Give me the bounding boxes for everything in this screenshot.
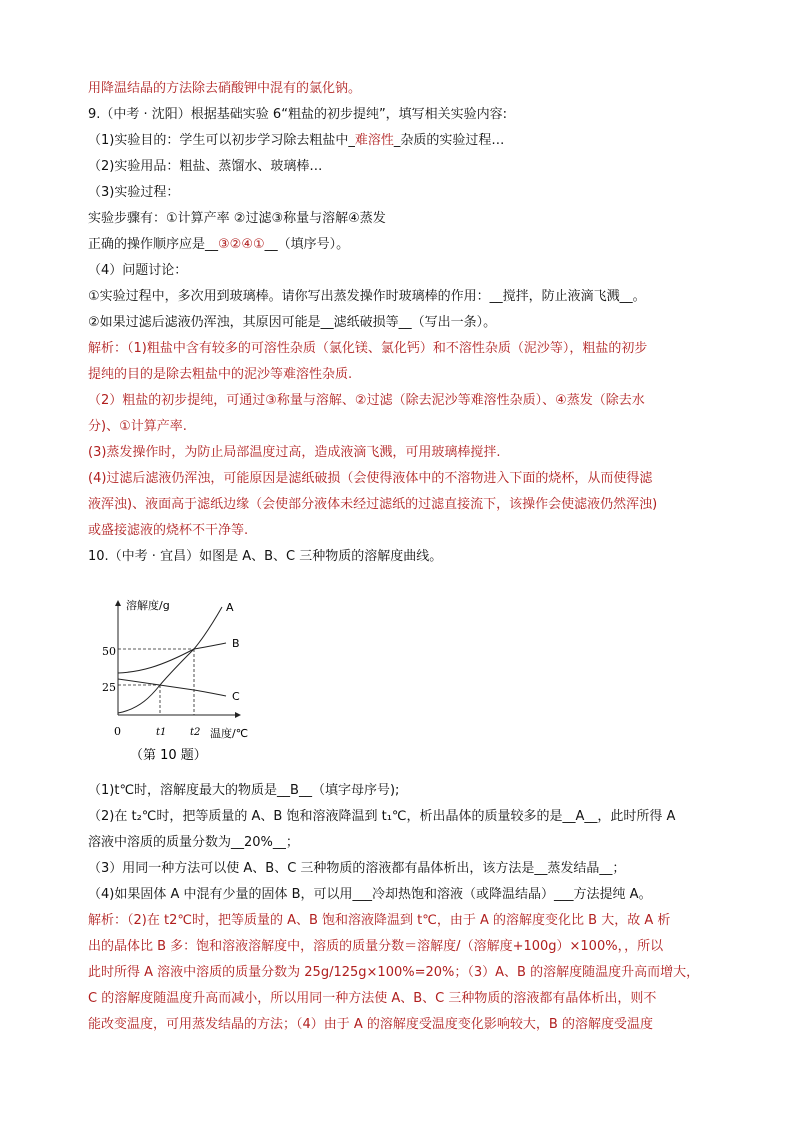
q10-answer-2a: （2)在 t₂℃时，把等质量的 A、B 饱和溶液降温到 t₁℃，析出晶体的质量较多的是__A__，此时所得 A [88,809,676,824]
q10-header: 10.（中考 · 宜昌）如图是 A、B、C 三种物质的溶解度曲线。 [88,549,443,564]
q9-order [88,232,708,258]
q9-part2: （2)实验用品：粗盐、蒸馏水、玻璃棒… [88,159,323,174]
q9-discussion-1: ①实验过程中，多次用到玻璃棒。请你写出蒸发操作时玻璃棒的作用：__搅拌，防止液滴飞溅__。 [88,289,646,304]
q9-header: 9.（中考 · 沈阳）根据基础实验 6“粗盐的初步提纯”，填写相关实验内容: [88,107,508,122]
solubility-chart [100,597,270,777]
q10-solution-2: 出的晶体比 B 多：饱和溶液溶解度中，溶质的质量分数＝溶解度/（溶解度+100g）×100%，，所以 [88,939,664,954]
curve-b [118,643,226,673]
q9-discussion-2: ②如果过滤后滤液仍浑浊，其原因可能是__滤纸破损等__（写出一条）。 [88,315,497,330]
q9-analysis-4b: 液浑浊)、液面高于滤纸边缘（会使部分液体未经过滤纸的过滤直接流下，该操作会使滤液仍然浑浊) [88,497,658,512]
q9-part1-post: _杂质的实验过程… [393,133,505,148]
curve-c [118,679,226,696]
origin-label: 0 [114,725,121,738]
q10-solution-4: C 的溶解度随温度升高而减小，所以用同一种方法使 A、B、C 三种物质的溶液都有晶体析出，则不 [88,991,657,1006]
label-a: A [226,601,234,614]
y-tick-50: 50 [102,645,116,658]
q10-answer-3: （3）用同一种方法可以使 A、B、C 三种物质的溶液都有晶体析出，该方法是__蒸发结晶__； [88,861,626,876]
q9-part1 [88,128,708,154]
curve-a [118,607,222,713]
intro-line: 用降温结晶的方法除去硝酸钾中混有的氯化钠。 [88,81,362,96]
q9-order-pre: 正确的操作顺序应是__ [88,237,219,252]
q9-part1-answer: 难溶性 [354,133,394,148]
q9-steps: 实验步骤有：①计算产率 ②过滤③称量与溶解④蒸发 [88,211,386,226]
q9-analysis-1b: 提纯的目的是除去粗盐中的泥沙等难溶性杂质. [88,367,353,382]
x-axis-label: 温度/℃ [210,727,249,740]
q9-order-post: __（填序号）。 [264,237,350,252]
q9-part1-pre: （1)实验目的：学生可以初步学习除去粗盐中_ [88,133,355,148]
q9-analysis-1: 解析：（1)粗盐中含有较多的可溶性杂质（氯化镁、氯化钙）和不溶性杂质（泥沙等），粗盐的初步 [88,341,648,356]
q10-solution-1: 解析：（2)在 t2℃时，把等质量的 A、B 饱和溶液降温到 t℃，由于 A 的溶解度变化比 B 大，故 A 析 [88,913,671,928]
q9-order-answer: ③②④① [218,237,265,252]
q9-analysis-2b: 分)、①计算产率. [88,419,187,434]
x-tick-t2: t2 [190,727,201,738]
y-tick-25: 25 [102,681,116,694]
x-tick-t1: t1 [156,727,167,738]
document-page [88,76,708,1038]
q10-solution-5: 能改变温度，可用蒸发结晶的方法；（4）由于 A 的溶解度受温度变化影响较大，B 的溶解度受温度 [88,1017,653,1032]
q9-analysis-4a: (4)过滤后滤液仍浑浊，可能原因是滤纸破损（会使得液体中的不溶物进入下面的烧杯，从而使得滤 [88,471,653,486]
q10-solution-3: 此时所得 A 溶液中溶质的质量分数为 25g/125g×100%=20%；（3）A、B 的溶解度随温度升高而增大， [88,965,700,980]
q9-analysis-3: (3)蒸发操作时，为防止局部温度过高，造成液滴飞溅，可用玻璃棒搅拌. [88,445,501,460]
q10-answer-2b: 溶液中溶质的质量分数为__20%__； [88,835,299,850]
q10-answer-4: （4)如果固体 A 中混有少量的固体 B，可以用___冷却热饱和溶液（或降温结晶）___方法提纯 A。 [88,887,652,902]
q9-analysis-4c: 或盛接滤液的烧杯不干净等. [88,523,249,538]
chart-caption: （第 10 题） [130,748,207,763]
label-b: B [232,637,240,650]
q9-analysis-2a: （2）粗盐的初步提纯，可通过③称量与溶解、②过滤（除去泥沙等难溶性杂质）、④蒸发（除去水 [88,393,645,408]
y-axis-label: 溶解度/g [126,599,170,612]
q9-part3: （3)实验过程： [88,185,180,200]
q10-answer-1: （1)t℃时，溶解度最大的物质是__B__（填字母序号); [88,783,400,798]
label-c: C [232,690,240,703]
q9-part4: （4）问题讨论： [88,263,188,278]
